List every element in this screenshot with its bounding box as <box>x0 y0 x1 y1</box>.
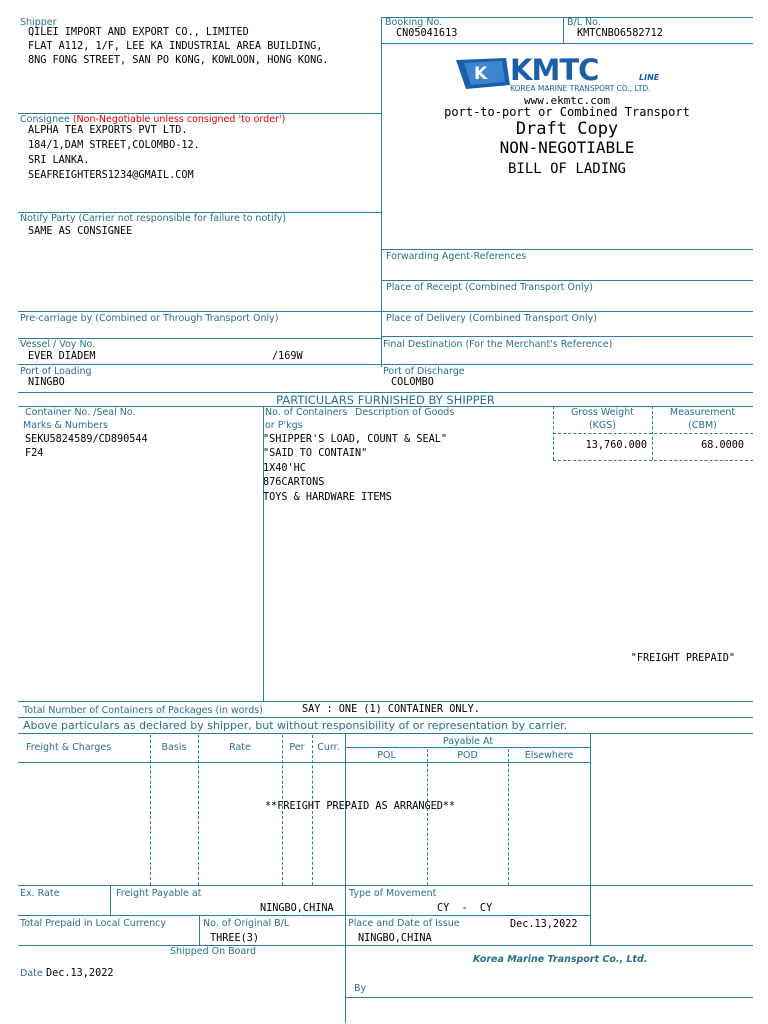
bl-label: B/L No. <box>567 17 601 28</box>
non-negotiable-title: NON-NEGOTIABLE <box>499 138 635 157</box>
draft-copy-title: Draft Copy <box>515 119 619 139</box>
notify-value: SAME AS CONSIGNEE <box>28 226 133 237</box>
no-containers-label: No. of Containers <box>265 407 348 418</box>
consignee-line-4: SEAFREIGHTERS1234@GMAIL.COM <box>28 170 194 181</box>
marks-value: F24 <box>25 448 44 459</box>
gross-weight-value: 13,760.000 <box>585 440 647 451</box>
carrier-company: Korea Marine Transport Co., Ltd. <box>473 954 648 965</box>
kmtc-website: www.ekmtc.com <box>523 94 611 107</box>
final-destination-label: Final Destination (For the Merchant's Reference) <box>383 339 613 350</box>
booking-number: CN05041613 <box>396 28 458 39</box>
freight-payable-label: Freight Payable at <box>116 888 202 899</box>
container-seal-label: Container No. /Seal No. <box>25 407 136 418</box>
consignee-line-2: 184/1,DAM STREET,COLOMBO-12. <box>28 140 200 151</box>
shipper-label: Shipper <box>20 17 57 28</box>
precarriage-label: Pre-carriage by (Combined or Through Transport Only) <box>20 313 279 324</box>
kmtc-brand: KMTC <box>510 53 599 87</box>
voyage-number: /169W <box>272 351 303 362</box>
shipped-on-board-label: Shipped On Board <box>170 946 257 957</box>
movement-value: CY - CY <box>437 903 493 914</box>
payable-at-header: Payable At <box>442 736 494 747</box>
measurement-unit: (CBM) <box>688 420 717 431</box>
place-delivery-label: Place of Delivery (Combined Transport Only) <box>386 313 597 324</box>
by-label: By <box>354 983 367 994</box>
issue-place-value: NINGBO,CHINA <box>358 933 432 944</box>
booking-label: Booking No. <box>385 17 443 28</box>
svg-text:K: K <box>474 64 488 84</box>
ex-rate-label: Ex. Rate <box>20 888 60 899</box>
particulars-header: PARTICULARS FURNISHED BY SHIPPER <box>276 393 495 407</box>
freight-payable-value: NINGBO,CHINA <box>260 903 334 914</box>
goods-desc-line-5: TOYS & HARDWARE ITEMS <box>263 492 392 503</box>
measurement-value: 68.0000 <box>701 440 744 451</box>
port-discharge-value: COLOMBO <box>391 377 434 388</box>
consignee-note: (Non-Negotiable unless consigned 'to order') <box>72 114 286 125</box>
place-receipt-label: Place of Receipt (Combined Transport Only) <box>386 282 594 293</box>
place-issue-label: Place and Date of Issue <box>348 918 460 929</box>
vessel-name: EVER DIADEM <box>28 351 96 362</box>
per-header: Per <box>289 742 305 753</box>
kmtc-logo <box>452 55 682 95</box>
freight-charges-header: Freight & Charges <box>26 742 112 753</box>
goods-desc-line-3: 1X40'HC <box>263 463 306 474</box>
elsewhere-header: Elsewhere <box>524 750 574 761</box>
gross-weight-unit: (KGS) <box>588 420 617 431</box>
shipped-date-label: Date <box>20 968 43 979</box>
port-loading-value: NINGBO <box>28 377 65 388</box>
description-label: Description of Goods <box>355 407 455 418</box>
consignee-line-3: SRI LANKA. <box>28 155 90 166</box>
original-bl-value: THREE(3) <box>210 933 260 944</box>
freight-prepaid-note: "FREIGHT PREPAID" <box>630 653 735 664</box>
issue-date-value: Dec.13,2022 <box>510 919 578 930</box>
curr-header: Curr. <box>317 742 340 753</box>
pol-header: POL <box>377 750 396 761</box>
shipper-line-1: QILEI IMPORT AND EXPORT CO., LIMITED <box>28 27 249 38</box>
forwarding-label: Forwarding Agent-References <box>386 251 527 262</box>
original-bl-label: No. of Original B/L <box>203 918 290 929</box>
container-seal-value: SEKU5824589/CD890544 <box>25 434 148 445</box>
total-containers-label: Total Number of Containers of Packages (in words) <box>23 705 263 716</box>
shipper-line-2: FLAT A112, 1/F, LEE KA INDUSTRIAL AREA BUILDING, <box>28 41 323 52</box>
basis-header: Basis <box>161 742 187 753</box>
goods-desc-line-2: "SAID TO CONTAIN" <box>263 448 368 459</box>
marks-numbers-label: Marks & Numbers <box>23 420 108 431</box>
kmtc-line-word: LINE <box>639 73 660 82</box>
gross-weight-label: Gross Weight <box>571 407 634 418</box>
kmtc-company: KOREA MARINE TRANSPORT CO., LTD. <box>510 84 651 93</box>
bl-number: KMTCNBO6582712 <box>577 28 663 39</box>
port-discharge-label: Port of Discharge <box>383 366 465 377</box>
bill-of-lading-title: BILL OF LADING <box>507 161 626 177</box>
consignee-line-1: ALPHA TEA EXPORTS PVT LTD. <box>28 125 188 136</box>
vessel-label: Vessel / Voy No. <box>20 339 96 350</box>
goods-desc-line-4: 876CARTONS <box>263 477 325 488</box>
transport-type: port-to-port or Combined Transport <box>444 105 690 119</box>
shipper-line-3: 8NG FONG STREET, SAN PO KONG, KOWLOON, HONG KONG. <box>28 55 329 66</box>
rate-header: Rate <box>229 742 251 753</box>
measurement-label: Measurement <box>669 407 736 418</box>
total-containers-value: SAY : ONE (1) CONTAINER ONLY. <box>302 704 480 715</box>
movement-label: Type of Movement <box>349 888 437 899</box>
consignee-label-text: Consignee <box>20 114 70 125</box>
notify-label: Notify Party (Carrier not responsible for failure to notify) <box>20 213 287 224</box>
disclaimer-text: Above particulars as declared by shipper, but without responsibility of or representation by carrier. <box>23 719 568 732</box>
pod-header: POD <box>457 750 478 761</box>
freight-prepaid-arranged: **FREIGHT PREPAID AS ARRANGED** <box>265 801 456 812</box>
goods-desc-line-1: "SHIPPER'S LOAD, COUNT & SEAL" <box>263 434 448 445</box>
pkgs-label: or P'kgs <box>265 420 303 431</box>
total-prepaid-label: Total Prepaid in Local Currency <box>20 918 166 929</box>
shipped-date-value: Dec.13,2022 <box>46 968 114 979</box>
port-loading-label: Port of Loading <box>20 366 92 377</box>
